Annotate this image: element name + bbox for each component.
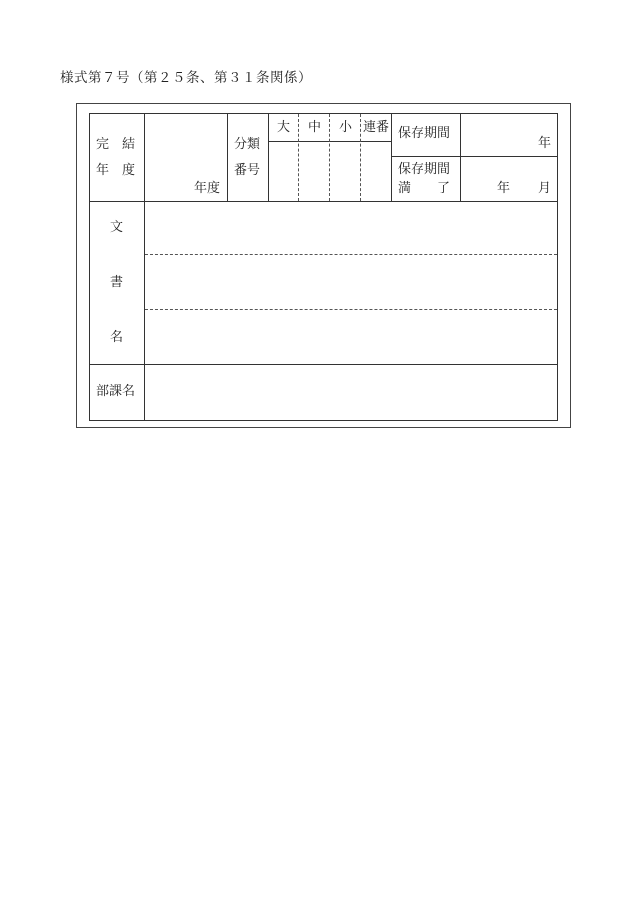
expiry-month-unit[interactable]: 月 (538, 181, 552, 196)
header-bottom-line (89, 201, 558, 202)
completion-year-label-line2: 年 度 (96, 163, 136, 178)
outer-frame (76, 103, 571, 428)
header-divider-retention (391, 156, 558, 157)
table-border-right (557, 113, 558, 421)
table-border-bottom (89, 420, 558, 421)
table-border-left (89, 113, 90, 420)
table-border-top (89, 113, 558, 114)
class-large-label: 大 (277, 120, 291, 135)
retention-expiry-label-line2: 満 了 (398, 181, 451, 196)
document-name-line-2 (145, 309, 557, 310)
completion-year-unit[interactable]: 年度 (194, 181, 221, 196)
class-medium-label: 中 (308, 120, 322, 135)
class-codes-end-line (391, 113, 392, 201)
form-title: 様式第７号（第２５条、第３１条関係） (60, 70, 312, 86)
class-small-serial-divider (360, 114, 361, 201)
document-name-bottom-line (89, 364, 558, 365)
class-large-medium-divider (298, 114, 299, 201)
document-name-label-char3: 名 (110, 330, 124, 345)
department-label: 部課名 (96, 384, 136, 399)
retention-expiry-label-line1: 保存期間 (398, 162, 451, 177)
classification-label-line2: 番号 (234, 163, 261, 178)
class-small-label: 小 (339, 120, 353, 135)
expiry-year-unit[interactable]: 年 (497, 181, 511, 196)
retention-label-line (460, 113, 461, 201)
document-name-line-1 (145, 254, 557, 255)
class-label-line (268, 113, 269, 201)
document-name-label-char1: 文 (110, 220, 124, 235)
classification-label-line1: 分類 (234, 137, 261, 152)
serial-number-label: 連番 (363, 120, 390, 135)
label-column-line (144, 113, 145, 420)
class-medium-small-divider (329, 114, 330, 201)
retention-period-unit[interactable]: 年 (538, 136, 552, 151)
retention-period-label: 保存期間 (398, 126, 451, 141)
completion-year-label-line1: 完 結 (96, 137, 136, 152)
document-name-label-char2: 書 (110, 275, 124, 290)
year-value-line (227, 113, 228, 201)
